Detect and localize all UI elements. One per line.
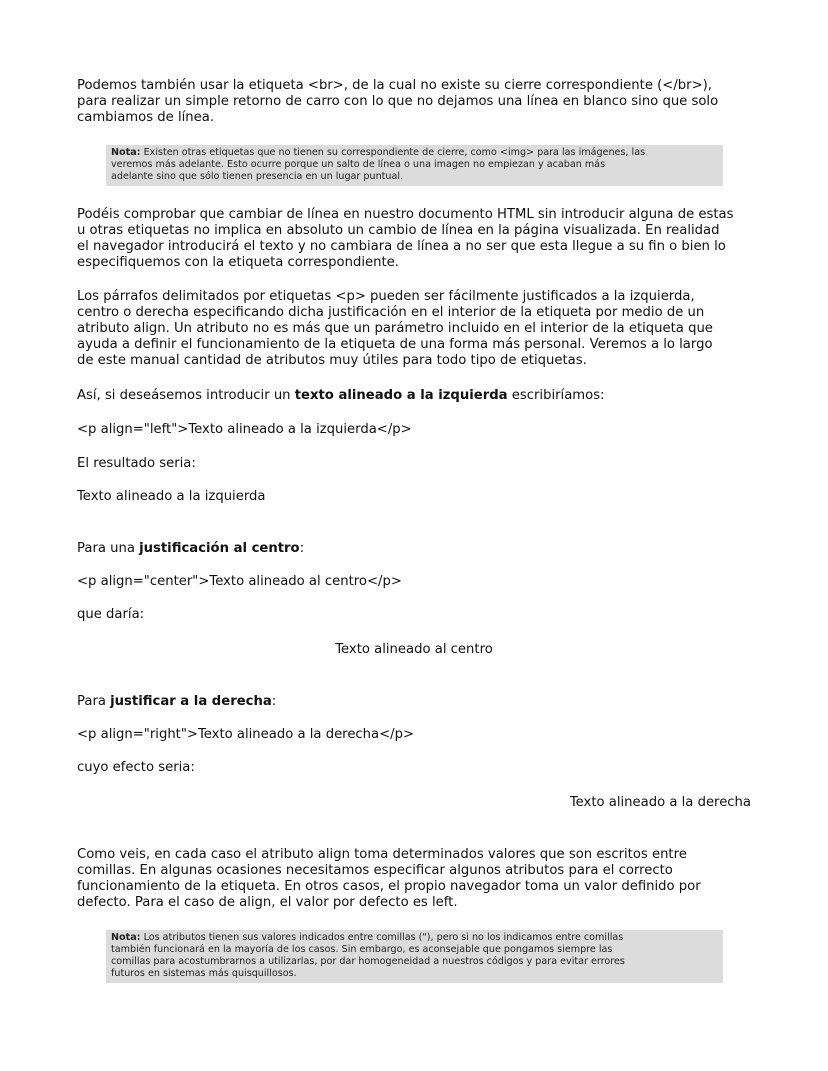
paragraph-left-intro: [77, 388, 767, 404]
line: Los párrafos delimitados por etiquetas <p> pueden ser fácilmente justificados a la izquierda,: [77, 289, 695, 304]
line: defecto. Para el caso de align, el valor por defecto es left.: [77, 895, 458, 910]
bold-text: texto alineado a la izquierda: [294, 388, 508, 403]
code-center: <p align="center">Texto alineado al centro</p>: [77, 574, 402, 589]
line: cambiamos de línea.: [77, 110, 215, 125]
line: funcionamiento de la etiqueta. En otros casos, el propio navegador toma un valor definido por: [77, 879, 701, 894]
note-box-1: [106, 145, 723, 186]
line: adelante sino que sólo tienen presencia en un lugar puntual.: [111, 171, 404, 182]
text: escribiríamos:: [507, 388, 605, 403]
text: :: [299, 541, 305, 556]
paragraph-br-tag: [77, 78, 767, 126]
paragraph-right-intro: [77, 694, 767, 710]
line: para realizar un simple retorno de carro con lo que no dejamos una línea en blanco sino que solo: [77, 94, 719, 109]
example-center: Texto alineado al centro: [335, 642, 493, 657]
line: de este manual cantidad de atributos muy útiles para todo tipo de etiquetas.: [77, 353, 587, 368]
line: comillas para acostumbrarnos a utilizarlas, por dar homogeneidad a nuestros códigos y para evitar errores: [111, 956, 625, 967]
line: atributo align. Un atributo no es más que un parámetro incluido en el interior de la etiqueta que: [77, 321, 713, 336]
line: comillas. En algunas ocasiones necesitamos especificar algunos atributos para el correcto: [77, 863, 673, 878]
line: Existen otras etiquetas que no tienen su correspondiente de cierre, como <img> para las imágenes, las: [140, 147, 646, 158]
line: ayuda a definir el funcionamiento de la etiqueta de una forma más personal. Veremos a lo largo: [77, 337, 713, 352]
text: Para: [77, 694, 111, 709]
bold-text: justificar a la derecha: [110, 694, 272, 709]
line: veremos más adelante. Esto ocurre porque un salto de línea o una imagen no empiezan y acaban más: [111, 159, 606, 170]
line: el navegador introducirá el texto y no cambiara de línea a no ser que esta llegue a su fin o bien lo: [77, 239, 726, 254]
paragraph-align-attribute: [77, 289, 767, 369]
line: u otras etiquetas no implica en absoluto un cambio de línea en la página visualizada. En realidad: [77, 223, 720, 238]
line: futuros en sistemas más quisquillosos.: [111, 968, 297, 979]
line: Podéis comprobar que cambiar de línea en nuestro documento HTML sin introducir alguna de estas: [77, 207, 734, 222]
text: :: [271, 694, 277, 709]
text: Para una: [77, 541, 140, 556]
line: centro o derecha especificando dicha justificación en el interior de la etiqueta por medio de un: [77, 305, 705, 320]
bold-text: justificación al centro: [139, 541, 300, 556]
line: Podemos también usar la etiqueta <br>, de la cual no existe su cierre correspondiente (</br>),: [77, 78, 712, 93]
line: especifiquemos con la etiqueta correspondiente.: [77, 255, 399, 270]
note-box-2: [106, 930, 723, 983]
result-label: El resultado seria:: [77, 456, 196, 471]
paragraph-default-values: [77, 847, 767, 911]
code-left: <p align="left">Texto alineado a la izquierda</p>: [77, 422, 412, 437]
would-give-label: que daría:: [77, 607, 145, 622]
line: también funcionará en la mayoría de los casos. Sin embargo, es aconsejable que pongamos siempre las: [111, 944, 613, 955]
note-label: Nota:: [111, 932, 141, 943]
line: Como veis, en cada caso el atributo align toma determinados valores que son escritos entre: [77, 847, 687, 862]
line: Los atributos tienen sus valores indicados entre comillas ("), pero si no los indicamos entre comillas: [140, 932, 624, 943]
note-label: Nota:: [111, 147, 141, 158]
text: Así, si deseásemos introducir un: [77, 388, 295, 403]
code-right: <p align="right">Texto alineado a la derecha</p>: [77, 727, 415, 742]
example-left: Texto alineado a la izquierda: [77, 489, 266, 504]
paragraph-line-breaks: [77, 207, 767, 271]
paragraph-center-intro: [77, 541, 767, 557]
effect-label: cuyo efecto seria:: [77, 760, 195, 775]
example-right: Texto alineado a la derecha: [569, 795, 751, 810]
